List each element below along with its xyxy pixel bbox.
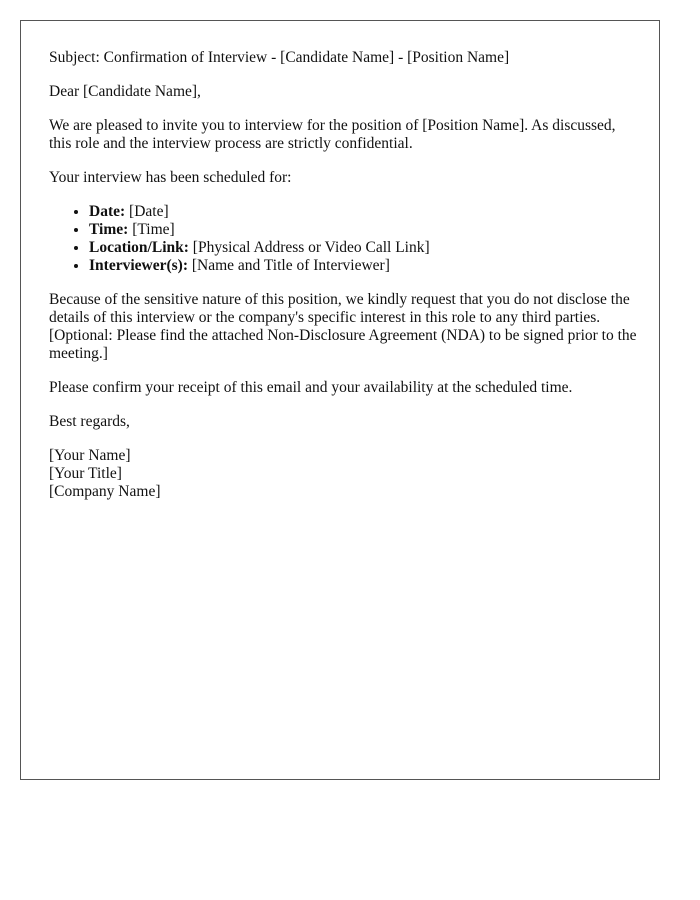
detail-value: [Date] xyxy=(129,203,169,220)
confidentiality-paragraph: Because of the sensitive nature of this position, we kindly request that you do not disclose the details of this interview or the company's specific interest in this role to any third parties. [Optional: Please find the attached Non-Disclosure Agreement (NDA) to be signed prior to the meeting.] xyxy=(49,291,637,362)
signature-title: [Your Title] xyxy=(49,465,122,482)
letter-content xyxy=(49,49,639,501)
detail-value: [Name and Title of Interviewer] xyxy=(191,257,390,274)
detail-label: Date: xyxy=(89,203,126,220)
interview-details-list xyxy=(49,203,639,275)
signature-company: [Company Name] xyxy=(49,483,161,500)
detail-label: Time: xyxy=(89,221,129,238)
detail-value: [Time] xyxy=(132,221,175,238)
detail-item-date xyxy=(89,203,639,221)
signature-block xyxy=(49,447,639,501)
intro-paragraph: We are pleased to invite you to interview for the position of [Position Name]. As discussed, this role and the interview process are strictly confidential. xyxy=(49,117,616,152)
detail-label: Location/Link: xyxy=(89,239,189,256)
email-greeting: Dear [Candidate Name], xyxy=(49,83,201,100)
email-subject: Subject: Confirmation of Interview - [Candidate Name] - [Position Name] xyxy=(49,49,510,66)
detail-item-location xyxy=(89,239,639,257)
schedule-intro: Your interview has been scheduled for: xyxy=(49,169,292,186)
detail-label: Interviewer(s): xyxy=(89,257,188,274)
signature-name: [Your Name] xyxy=(49,447,131,464)
detail-item-interviewers xyxy=(89,257,639,275)
detail-value: [Physical Address or Video Call Link] xyxy=(192,239,430,256)
detail-item-time xyxy=(89,221,639,239)
closing: Best regards, xyxy=(49,413,130,430)
confirm-request: Please confirm your receipt of this email and your availability at the scheduled time. xyxy=(49,379,573,396)
letter-container xyxy=(20,20,660,780)
